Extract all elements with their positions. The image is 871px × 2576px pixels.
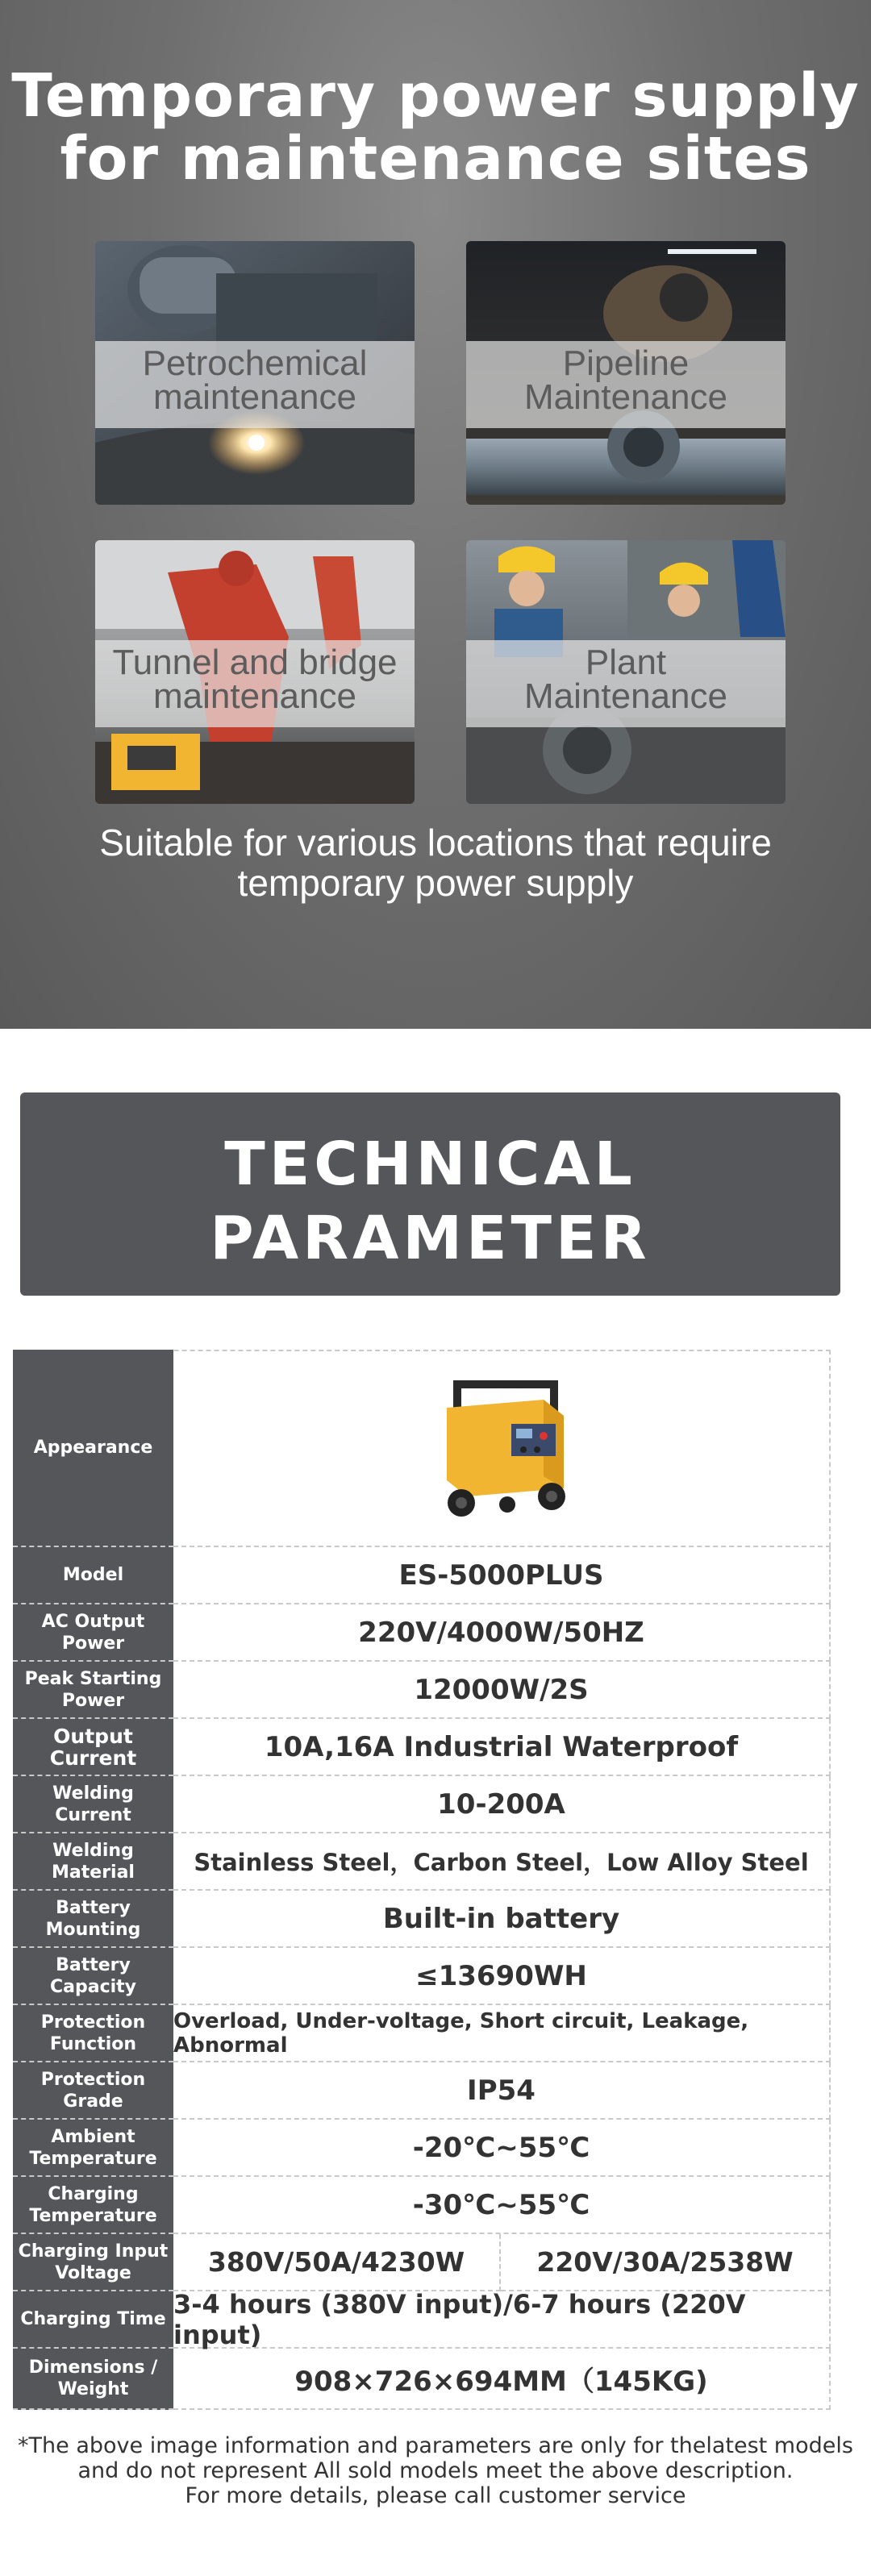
hero-subtitle-line2: temporary power supply — [237, 862, 634, 904]
row-label: Battery Capacity — [13, 1948, 173, 2005]
row-value: -30℃~55℃ — [173, 2177, 831, 2234]
scene-label-line2: Maintenance — [524, 377, 727, 417]
hero-section — [0, 0, 871, 1029]
row-label: Model — [13, 1547, 173, 1604]
scene-label-line1: Tunnel and bridge — [112, 643, 398, 682]
scene-label-line2: maintenance — [153, 377, 356, 417]
scene-petrochemical — [95, 241, 415, 505]
table-row — [13, 1948, 831, 2005]
scene-tunnel-bridge — [95, 540, 415, 804]
row-value-380v: 380V/50A/4230W — [173, 2234, 501, 2291]
row-value: IP54 — [173, 2062, 831, 2120]
hero-title-line1: Temporary power supply — [11, 61, 860, 131]
footnote-line3: For more details, please call customer service — [185, 2483, 686, 2508]
hero-subtitle-line1: Suitable for various locations that require — [99, 822, 772, 864]
row-value-appearance — [173, 1350, 831, 1547]
disclaimer-footnote — [0, 2433, 871, 2508]
scene-label-line1: Pipeline — [562, 343, 690, 383]
hero-subtitle — [0, 822, 871, 903]
row-label: Ambient Temperature — [13, 2120, 173, 2177]
row-label: Battery Mounting — [13, 1891, 173, 1948]
table-row — [13, 1662, 831, 1719]
footnote-line2: and do not represent All sold models meet the above description. — [77, 2458, 794, 2483]
hero-title-line2: for maintenance sites — [60, 124, 811, 194]
scene-label-line2: maintenance — [153, 676, 356, 716]
technical-parameter-title — [20, 1130, 840, 1273]
product-image — [423, 1375, 581, 1521]
row-label: Protection Grade — [13, 2062, 173, 2120]
row-label: Welding Current — [13, 1776, 173, 1833]
row-value: Overload, Under-voltage, Short circuit, Leakage, Abnormal — [173, 2005, 831, 2062]
row-value: 10-200A — [173, 1776, 831, 1833]
row-value-220v: 220V/30A/2538W — [501, 2234, 831, 2291]
row-value: -20℃~55℃ — [173, 2120, 831, 2177]
row-label: AC Output Power — [13, 1604, 173, 1662]
row-value: Built-in battery — [173, 1891, 831, 1948]
table-row-charging-input — [13, 2234, 831, 2291]
footnote-line1: *The above image information and parameters are only for thelatest models — [18, 2433, 853, 2458]
table-row — [13, 1719, 831, 1776]
row-value: 220V/4000W/50HZ — [173, 1604, 831, 1662]
scene-pipeline — [466, 241, 786, 505]
row-value: 12000W/2S — [173, 1662, 831, 1719]
row-value: ≤13690WH — [173, 1948, 831, 2005]
scene-label-line1: Petrochemical — [142, 343, 368, 383]
table-row — [13, 1891, 831, 1948]
row-label: Appearance — [13, 1350, 173, 1547]
table-row — [13, 2120, 831, 2177]
row-value: 3-4 hours (380V input)/6-7 hours (220V input) — [173, 2291, 831, 2349]
row-value: Stainless Steel，Carbon Steel，Low Alloy Steel — [173, 1833, 831, 1891]
hero-title — [0, 61, 871, 194]
row-label: Output Current — [13, 1719, 173, 1776]
table-row-charging-time — [13, 2288, 831, 2350]
row-label: Charging Input Voltage — [13, 2234, 173, 2291]
row-value: ES-5000PLUS — [173, 1547, 831, 1604]
scene-label-line1: Plant — [585, 643, 667, 682]
technical-parameter-banner — [20, 1092, 840, 1296]
row-label: Welding Material — [13, 1833, 173, 1891]
table-row — [13, 1833, 831, 1891]
row-label: Protection Function — [13, 2005, 173, 2062]
row-label: Peak Starting Power — [13, 1662, 173, 1719]
table-row-dimensions — [13, 2349, 831, 2410]
table-row — [13, 1604, 831, 1662]
table-row-appearance — [13, 1350, 831, 1547]
row-label: Charging Temperature — [13, 2177, 173, 2234]
scene-plant — [466, 540, 786, 804]
technical-title-line2: PARAMETER — [210, 1204, 651, 1273]
table-row — [13, 2177, 831, 2234]
table-row — [13, 2005, 831, 2062]
row-label: Charging Time — [13, 2291, 173, 2349]
row-value: 10A,16A Industrial Waterproof — [173, 1719, 831, 1776]
table-row — [13, 1776, 831, 1833]
table-row — [13, 1547, 831, 1604]
scene-label-line2: Maintenance — [524, 676, 727, 716]
table-row — [13, 2062, 831, 2120]
row-value: 908×726×694MM（145KG) — [173, 2349, 831, 2410]
row-label: Dimensions / Weight — [13, 2349, 173, 2410]
technical-title-line1: TECHNICAL — [224, 1130, 636, 1199]
